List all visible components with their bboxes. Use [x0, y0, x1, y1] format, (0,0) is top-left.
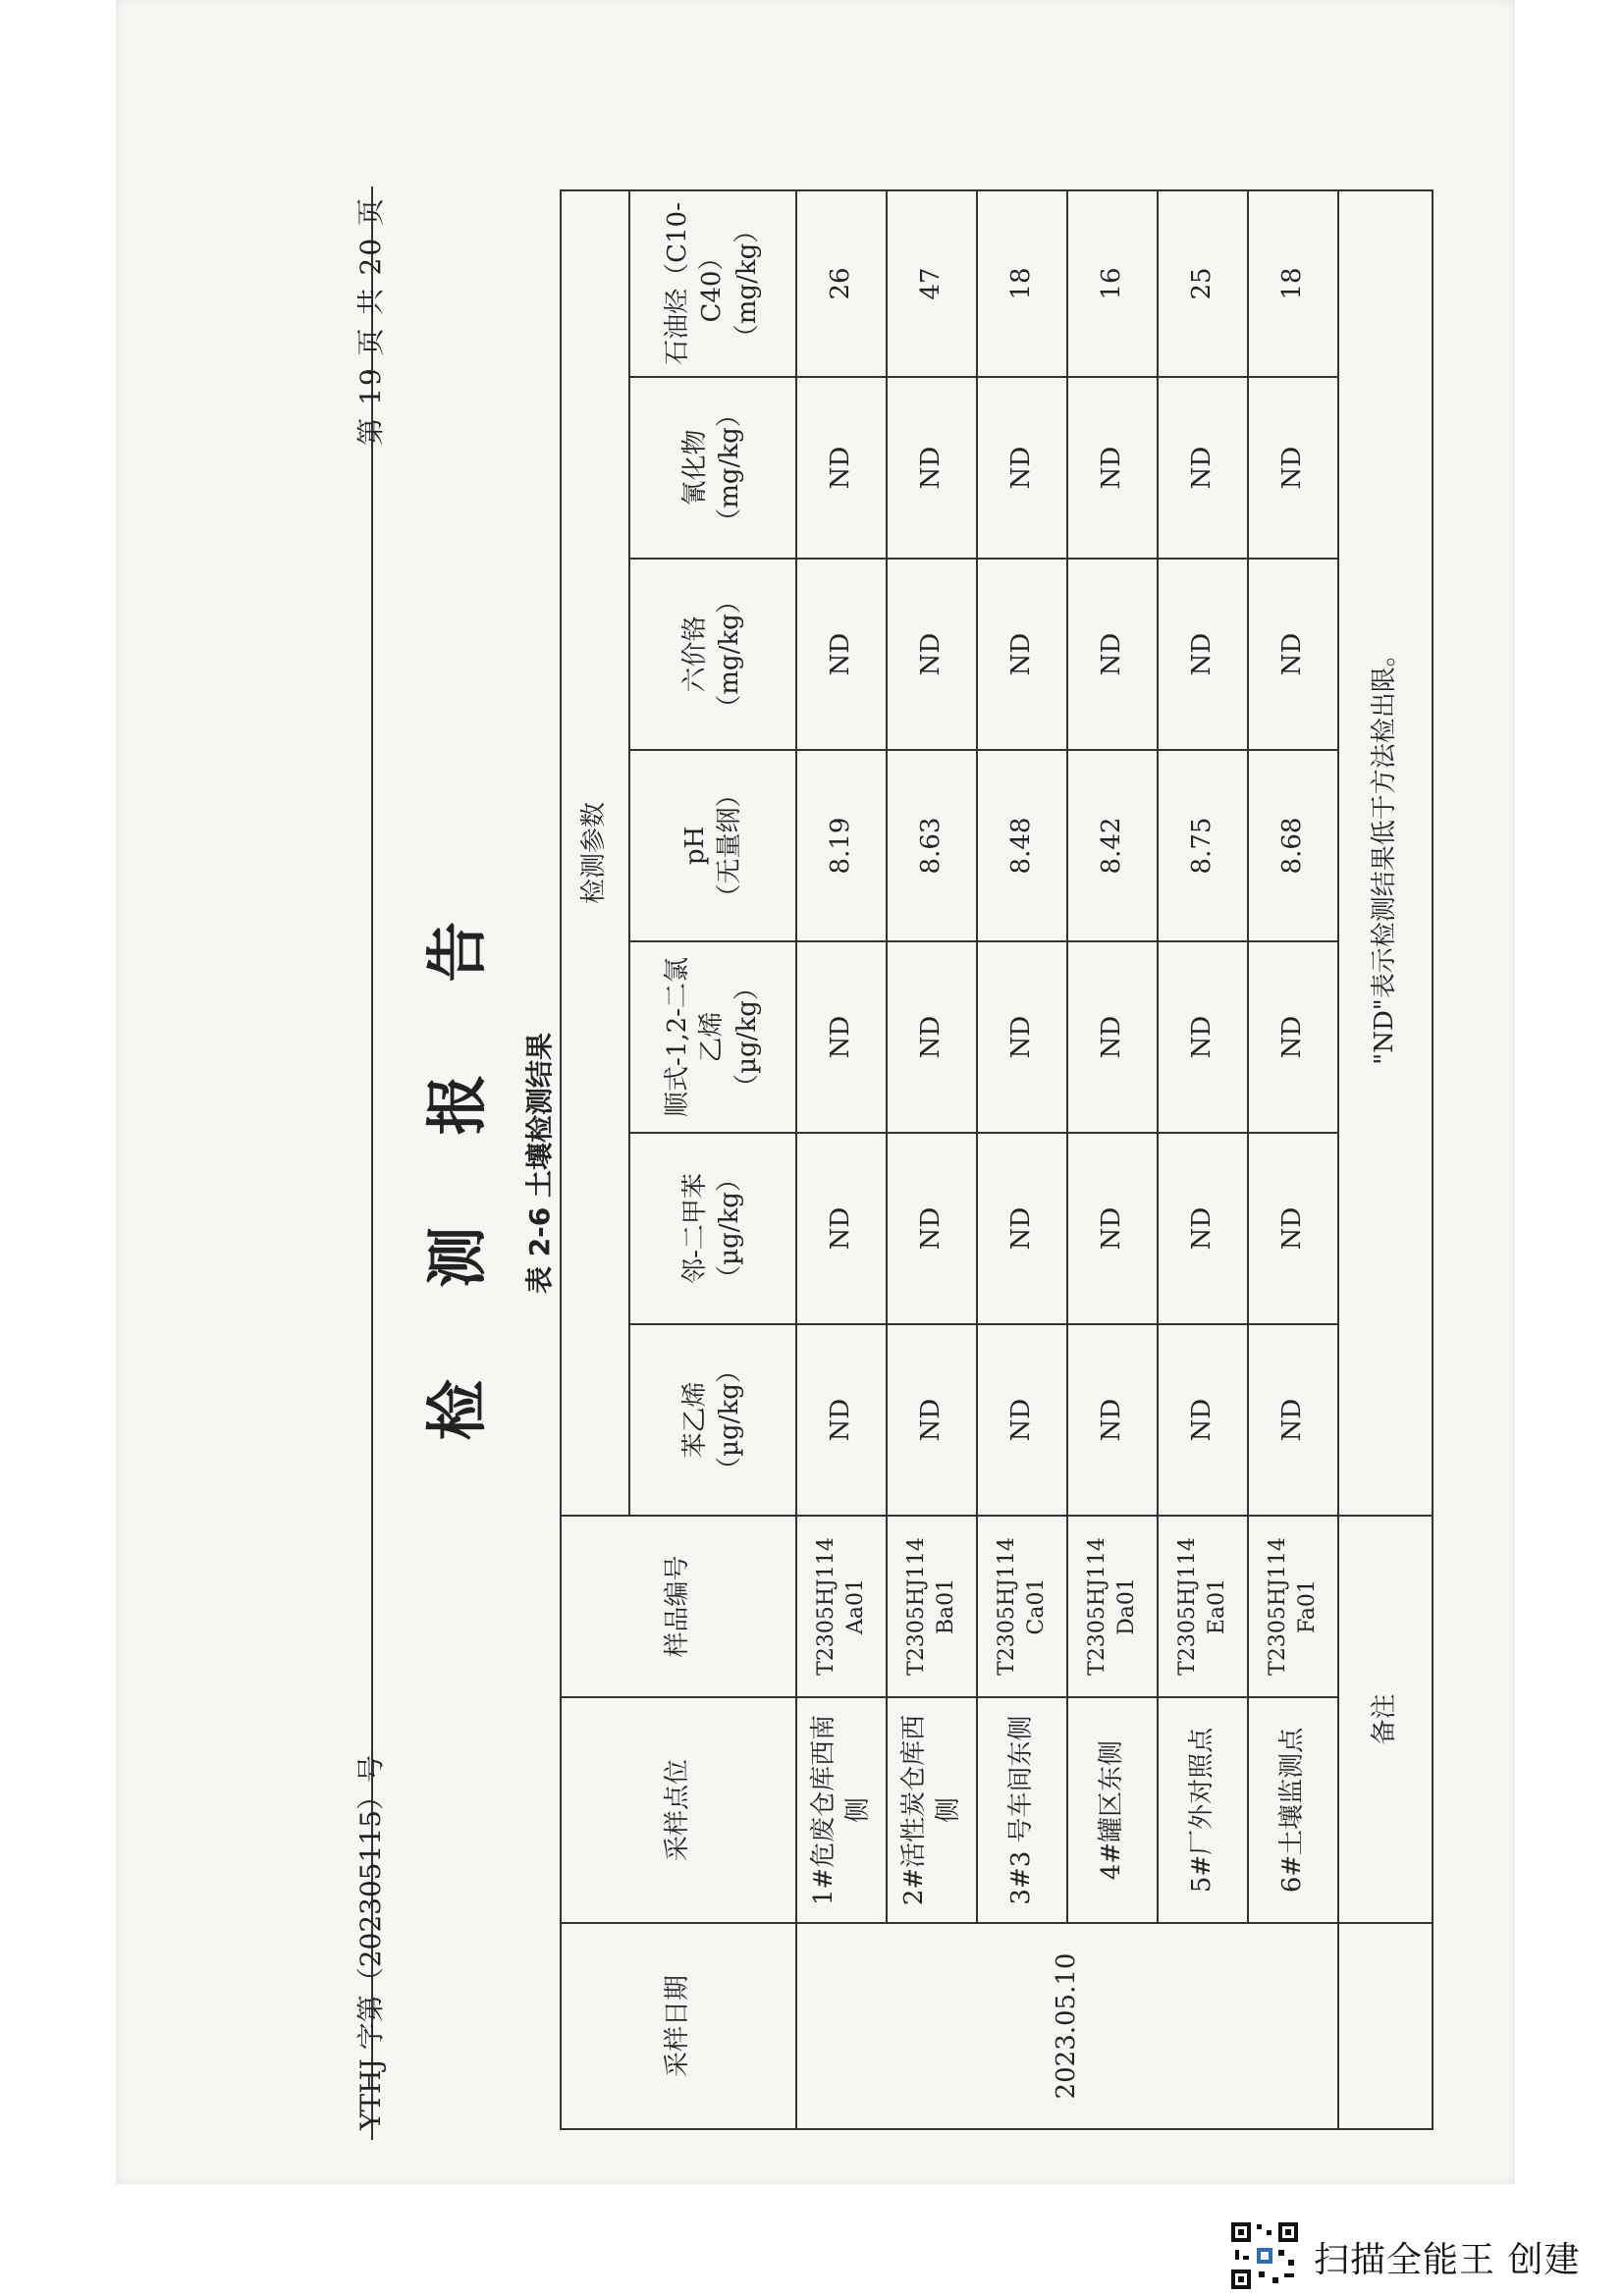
- value-cell: 16: [1067, 190, 1158, 377]
- value-cell: ND: [796, 559, 887, 750]
- param-header: [629, 377, 796, 559]
- sample-id-cell: T2305HJ114 Ba01: [887, 1516, 977, 1697]
- table-row: [887, 190, 977, 2129]
- qr-code-icon: [1229, 2220, 1300, 2291]
- value-cell: ND: [796, 377, 887, 559]
- value-cell: ND: [977, 1324, 1067, 1516]
- value-cell: ND: [977, 941, 1067, 1133]
- table-caption: 表 2-6 土壤检测结果: [523, 1032, 556, 1295]
- param-header: [629, 750, 796, 941]
- value-cell: 47: [887, 190, 977, 377]
- param-header: [629, 941, 796, 1133]
- value-cell: ND: [1067, 377, 1158, 559]
- soil-results-table: [560, 189, 1434, 2130]
- value-cell: ND: [1067, 941, 1158, 1133]
- scanned-page: [116, 0, 1515, 2184]
- sampling-point-cell: 2#活性炭仓库西侧: [887, 1697, 977, 1923]
- param-unit: （µg/kg）: [731, 975, 762, 1099]
- table-row: [977, 190, 1067, 2129]
- header-sampling-date: 采样日期: [561, 1923, 796, 2129]
- value-cell: 18: [1248, 190, 1338, 377]
- header-rule: [342, 187, 387, 2140]
- table-row: [796, 190, 887, 2129]
- page-indicator: 第 19 页 共 20 页: [354, 196, 387, 446]
- value-cell: ND: [1067, 1324, 1158, 1516]
- value-cell: ND: [796, 941, 887, 1133]
- value-cell: ND: [1248, 1133, 1338, 1324]
- value-cell: ND: [1158, 941, 1248, 1133]
- value-cell: 25: [1158, 190, 1248, 377]
- param-name: 顺式-1,2-二氯乙烯: [663, 957, 728, 1117]
- value-cell: ND: [887, 1133, 977, 1324]
- value-cell: 8.42: [1067, 750, 1158, 941]
- header-param-group: 检测参数: [561, 190, 629, 1516]
- value-cell: ND: [1158, 377, 1248, 559]
- value-cell: ND: [977, 1133, 1067, 1324]
- value-cell: ND: [887, 377, 977, 559]
- value-cell: ND: [1158, 1133, 1248, 1324]
- param-name: 苯乙烯: [679, 1381, 710, 1459]
- value-cell: 8.48: [977, 750, 1067, 941]
- sampling-point-cell: 3#3 号车间东侧: [977, 1697, 1067, 1923]
- param-unit: （mg/kg）: [715, 588, 744, 721]
- value-cell: ND: [887, 941, 977, 1133]
- sampling-point-cell: 5#厂外对照点: [1158, 1697, 1248, 1923]
- param-name: pH: [679, 826, 710, 866]
- sampling-point-cell: 1#危废仓库西南侧: [796, 1697, 887, 1923]
- value-cell: ND: [796, 1324, 887, 1516]
- param-unit: （µg/kg）: [715, 1358, 744, 1482]
- sample-id-cell: T2305HJ114 Da01: [1067, 1516, 1158, 1697]
- param-header: [629, 559, 796, 750]
- param-name: 六价铬: [679, 615, 710, 693]
- scanner-watermark: 扫描全能王 创建: [1314, 2240, 1581, 2280]
- sampling-point-cell: 6#土壤监测点: [1248, 1697, 1338, 1923]
- value-cell: ND: [1158, 559, 1248, 750]
- value-cell: ND: [977, 559, 1067, 750]
- table-row: [1248, 190, 1338, 2129]
- param-header: [629, 1133, 796, 1324]
- param-unit: （无量纲）: [715, 781, 744, 910]
- value-cell: ND: [1158, 1324, 1248, 1516]
- param-unit: （mg/kg）: [731, 217, 762, 350]
- value-cell: ND: [977, 377, 1067, 559]
- report-number: YTHJ 字第（202305115）号: [354, 1754, 387, 2130]
- header-sampling-point: 采样点位: [561, 1697, 796, 1923]
- header-sample-id: 样品编号: [561, 1516, 796, 1697]
- note-label: 备注: [1338, 1516, 1433, 1923]
- param-name: 邻-二甲苯: [679, 1173, 710, 1284]
- value-cell: ND: [1248, 1324, 1338, 1516]
- value-cell: 8.19: [796, 750, 887, 941]
- value-cell: ND: [1248, 941, 1338, 1133]
- value-cell: 18: [977, 190, 1067, 377]
- note-spacer-cell: [1338, 1923, 1433, 2129]
- param-name: 石油烃（C10-C40）: [663, 202, 728, 365]
- value-cell: 8.68: [1248, 750, 1338, 941]
- param-header: [629, 190, 796, 377]
- sampling-point-cell: 4#罐区东侧: [1067, 1697, 1158, 1923]
- param-header: [629, 1324, 796, 1516]
- note-row: [1338, 190, 1433, 2129]
- value-cell: ND: [1067, 559, 1158, 750]
- rotated-report: [342, 177, 1422, 2140]
- value-cell: 8.75: [1158, 750, 1248, 941]
- document-title: 检 测 报 告: [421, 885, 493, 1441]
- param-unit: （µg/kg）: [715, 1166, 744, 1291]
- note-text: "ND"表示检测结果低于方法检出限。: [1338, 190, 1433, 1516]
- table-row: [1158, 190, 1248, 2129]
- value-cell: ND: [1067, 1133, 1158, 1324]
- param-unit: （mg/kg）: [715, 401, 744, 534]
- value-cell: 26: [796, 190, 887, 377]
- value-cell: ND: [887, 559, 977, 750]
- value-cell: ND: [796, 1133, 887, 1324]
- value-cell: ND: [887, 1324, 977, 1516]
- sampling-date-cell: 2023.05.10: [796, 1923, 1338, 2129]
- sample-id-cell: T2305HJ114 Ea01: [1158, 1516, 1248, 1697]
- sample-id-cell: T2305HJ114 Fa01: [1248, 1516, 1338, 1697]
- sample-id-cell: T2305HJ114 Aa01: [796, 1516, 887, 1697]
- param-name: 氰化物: [679, 429, 710, 507]
- value-cell: 8.63: [887, 750, 977, 941]
- sample-id-cell: T2305HJ114 Ca01: [977, 1516, 1067, 1697]
- value-cell: ND: [1248, 559, 1338, 750]
- value-cell: ND: [1248, 377, 1338, 559]
- table-row: [1067, 190, 1158, 2129]
